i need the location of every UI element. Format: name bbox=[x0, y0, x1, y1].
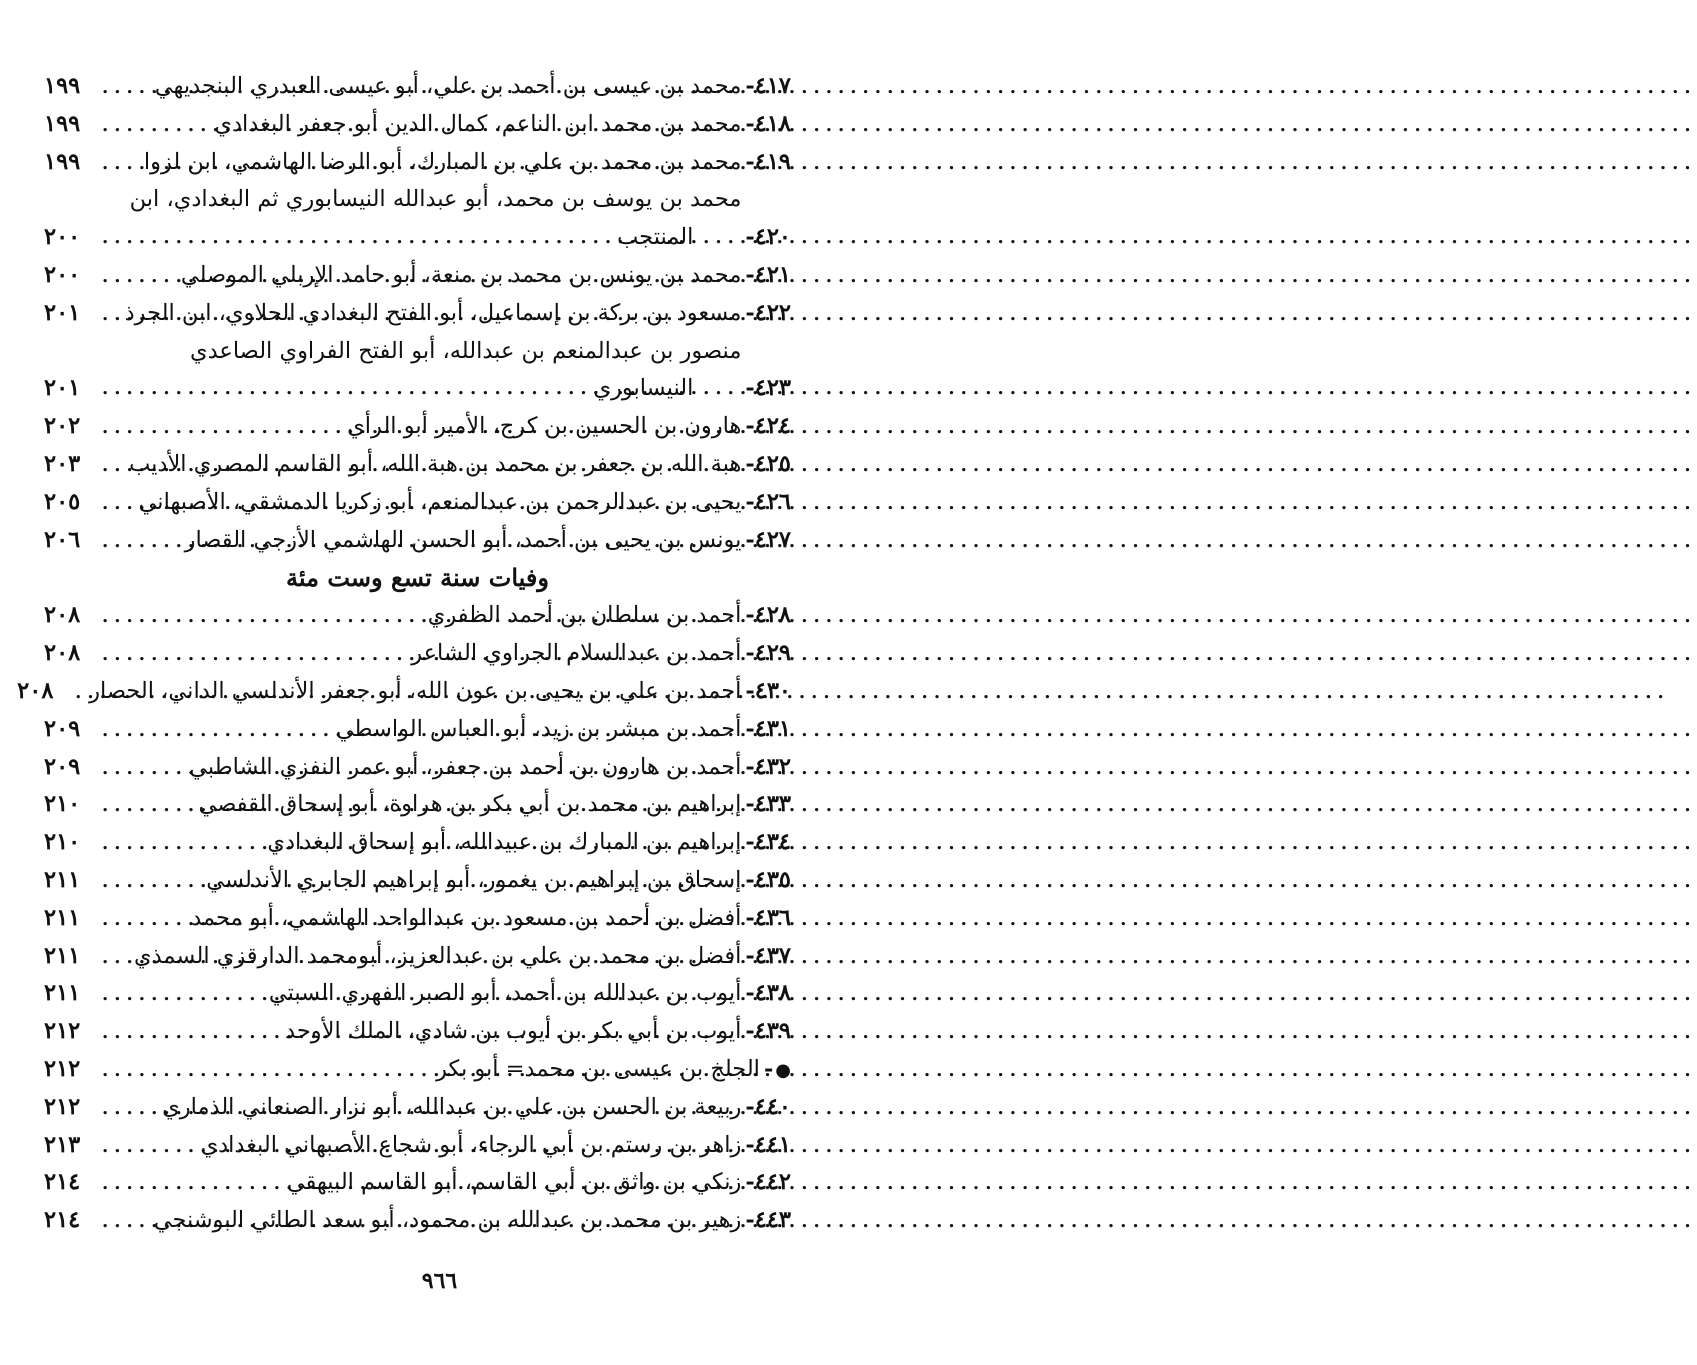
toc-entry bbox=[44, 1202, 791, 1240]
toc-entry bbox=[44, 900, 791, 938]
entry-number: ٤٢١ bbox=[754, 261, 791, 288]
dot-leader bbox=[102, 523, 185, 561]
entry-number: ٤٣١ bbox=[754, 715, 791, 742]
entry-dash: - bbox=[745, 866, 755, 893]
entry-dash: - bbox=[745, 942, 755, 969]
bullet-icon: ● bbox=[775, 1059, 791, 1081]
entry-dash: - bbox=[745, 1131, 755, 1158]
toc-entry bbox=[44, 1089, 791, 1127]
toc-entry bbox=[44, 749, 791, 787]
entry-title: أحمد بن علي بن يحيى بن عون الله، أبو جعفر الأندلسي الداني، الحصار bbox=[89, 677, 742, 704]
entry-title: أيوب بن أبي بكر بن أيوب بن شادي، الملك الأوحد bbox=[285, 1018, 742, 1045]
entry-title: محمد بن محمد بن علي بن المبارك، أبو الرضا الهاشمي، ابن لزوا bbox=[143, 148, 742, 175]
dot-leader bbox=[102, 1052, 436, 1090]
entry-title: يونس بن يحيى بن أحمد، أبو الحسن الهاشمي الأزجي القصار bbox=[184, 526, 742, 553]
entry-dash: - bbox=[745, 791, 755, 818]
toc-entry bbox=[44, 635, 791, 673]
contents-list bbox=[17, 597, 791, 1240]
entry-number: ٤٢٩ bbox=[754, 640, 791, 667]
entry-page: ٢١٠ bbox=[44, 791, 81, 818]
dot-leader bbox=[102, 825, 267, 863]
dot-leader bbox=[102, 69, 155, 107]
entry-title: أيوب بن عبدالله بن أحمد، أبو الصبر الفهري السبتي bbox=[268, 980, 742, 1007]
entry-page: ١٩٩ bbox=[44, 110, 81, 137]
entry-dash: - bbox=[745, 829, 755, 856]
toc-entry bbox=[17, 673, 791, 711]
entry-title: مسعود بن بركة بن إسماعيل، أبو الفتح البغدادي الحلاوي، ابن الجرذ bbox=[124, 299, 742, 326]
toc-entry bbox=[44, 106, 791, 144]
entry-dash: - bbox=[745, 602, 755, 629]
entry-dash: - bbox=[745, 299, 755, 326]
entry-title: زهير بن محمد بن عبدالله بن محمود، أبو سعد الطائي البوشنجي bbox=[153, 1207, 742, 1234]
entry-dash: - bbox=[745, 677, 755, 704]
entry-page: ٢٠٨ bbox=[44, 602, 81, 629]
entry-title: أحمد بن عبدالسلام الجراوي الشاعر bbox=[411, 640, 742, 667]
entry-dash: - bbox=[745, 753, 755, 780]
entry-page: ٢٠٩ bbox=[44, 715, 81, 742]
entry-number: ٤٣٤ bbox=[754, 829, 791, 856]
entry-page: ٢٠٨ bbox=[44, 640, 81, 667]
entry-title: منصور بن عبدالمنعم بن عبدالله، أبو الفتح الفراوي الصاعدي bbox=[189, 337, 742, 364]
entry-title: هارون بن الحسين بن كرج، الأمير أبو الرأي bbox=[347, 413, 742, 440]
entry-number: ٤٢٣ bbox=[754, 375, 791, 402]
dot-leader bbox=[102, 1128, 201, 1166]
toc-entry bbox=[44, 333, 791, 409]
entry-title: يحيى بن عبدالرحمن بن عبدالمنعم، أبو زكريا الدمشقي، الأصبهاني bbox=[138, 488, 742, 515]
entry-title: الجلخ بن عيسى بن محمد= أبو بكر bbox=[436, 1055, 760, 1082]
entry-number: ٤٢٠ bbox=[754, 224, 791, 251]
entry-title-continued: النيسابوري bbox=[593, 375, 694, 402]
entry-title: إبراهيم بن المبارك بن عبيدالله، أبو إسحاق البغدادي bbox=[267, 829, 742, 856]
entry-dash: - bbox=[745, 904, 755, 931]
toc-entry bbox=[44, 824, 791, 862]
entry-dash: - bbox=[745, 261, 755, 288]
entry-dash: - bbox=[745, 980, 755, 1007]
entry-page: ٢٠٥ bbox=[44, 488, 81, 515]
dot-leader bbox=[102, 1090, 162, 1128]
entry-page: ٢٠١ bbox=[44, 375, 81, 402]
entry-number: ٤٣٨ bbox=[754, 980, 791, 1007]
entry-dash: - bbox=[745, 413, 755, 440]
entry-number: ٤١٩ bbox=[754, 148, 791, 175]
entry-number: ٤٢٦ bbox=[754, 488, 791, 515]
entry-number: ٤٢٧ bbox=[754, 526, 791, 553]
entry-title: ربيعة بن الحسن بن علي بن عبدالله، أبو نزار الصنعاني الذماري bbox=[162, 1093, 742, 1120]
entry-title: أفضل بن محمد بن علي بن عبدالعزيز، أبومحمد الدارقزي السمذي bbox=[133, 942, 742, 969]
dot-leader bbox=[102, 1014, 285, 1052]
dot-leader bbox=[102, 258, 181, 296]
entry-dash: - bbox=[745, 1018, 755, 1045]
dot-leader bbox=[75, 674, 89, 712]
dot-leader bbox=[102, 485, 139, 523]
entry-page: ٢١١ bbox=[44, 904, 81, 931]
toc-entry bbox=[44, 1127, 791, 1165]
entry-dash: - bbox=[745, 1169, 755, 1196]
entry-page: ٢٠٠ bbox=[44, 261, 81, 288]
toc-entry bbox=[44, 1013, 791, 1051]
entry-number: ٤٣٥ bbox=[754, 866, 791, 893]
entry-page: ٢١٢ bbox=[44, 1018, 81, 1045]
entry-dash: - bbox=[745, 450, 755, 477]
entry-number: ٤٣٣ bbox=[754, 791, 791, 818]
toc-entry bbox=[44, 1164, 791, 1202]
entry-number: ٤٣٩ bbox=[754, 1018, 791, 1045]
entry-title: هبة الله بن جعفر بن محمد بن هبة الله، أبو القاسم المصري الأديب bbox=[129, 450, 742, 477]
toc-entry bbox=[44, 181, 791, 257]
entry-title: محمد بن محمد ابن الناعم، كمال الدين أبو جعفر البغدادي bbox=[214, 110, 742, 137]
dot-leader bbox=[102, 145, 144, 183]
toc-entry bbox=[44, 786, 791, 824]
entry-title: محمد بن يونس بن محمد بن منعة، أبو حامد الإربلي الموصلي bbox=[180, 261, 742, 288]
entry-number: ٤١٧ bbox=[754, 73, 791, 99]
entry-page: ١٩٩ bbox=[44, 148, 81, 175]
entry-page: ٢٠٢ bbox=[44, 413, 81, 440]
dot-leader bbox=[102, 296, 125, 334]
dot-leader bbox=[102, 409, 347, 447]
entry-page: ٢٠٦ bbox=[44, 526, 81, 553]
toc-entry bbox=[44, 938, 791, 976]
toc-entry bbox=[44, 408, 791, 446]
entry-page: ٢٠٠ bbox=[44, 224, 81, 251]
entry-dash: - bbox=[745, 375, 755, 402]
toc-entry bbox=[44, 597, 791, 635]
toc-entry bbox=[44, 711, 791, 749]
entry-title-continued: المنتجب bbox=[617, 224, 694, 251]
entry-page: ٢١٣ bbox=[44, 1131, 81, 1158]
dot-leader bbox=[102, 863, 206, 901]
dot-leader bbox=[102, 1203, 154, 1241]
entry-dash: - bbox=[745, 715, 755, 742]
toc-entry bbox=[44, 144, 791, 182]
dot-leader bbox=[102, 901, 191, 939]
entry-page: ٢١٠ bbox=[44, 829, 81, 856]
section-heading: وفيات سنة تسع وست مئة bbox=[286, 563, 549, 593]
entry-number: ٤٢٤ bbox=[754, 413, 791, 440]
dot-leader bbox=[102, 787, 198, 825]
entry-dash: - bbox=[745, 148, 755, 175]
toc-entry bbox=[44, 295, 791, 333]
entry-title: إسحاق بن إبراهيم بن يغمور، أبو إبراهيم الجابري الأندلسي bbox=[206, 866, 742, 893]
entry-dash: - bbox=[763, 1055, 774, 1082]
dot-leader bbox=[102, 976, 269, 1014]
entry-number: ٤٢٢ bbox=[754, 299, 791, 326]
entry-page: ٢٠٣ bbox=[44, 450, 81, 477]
entry-title: زاهر بن رستم بن أبي الرجاء، أبو شجاع الأصبهاني البغدادي bbox=[200, 1131, 742, 1158]
entry-number: ٤١٨ bbox=[754, 110, 791, 137]
entry-dash: - bbox=[745, 526, 755, 553]
dot-leader bbox=[102, 712, 336, 750]
entry-page: ٢١٢ bbox=[44, 1093, 81, 1120]
entry-page: ٢٠٩ bbox=[44, 753, 81, 780]
dot-leader bbox=[102, 636, 411, 674]
entry-number: ٤٢٥ bbox=[754, 450, 791, 477]
dot-leader bbox=[102, 598, 428, 636]
entry-page: ٢١١ bbox=[44, 980, 81, 1007]
entry-page: ٢١٤ bbox=[44, 1169, 81, 1196]
entry-page: ١٩٩ bbox=[44, 73, 81, 99]
entry-page: ٢١١ bbox=[44, 866, 81, 893]
entry-title: محمد بن يوسف بن محمد، أبو عبدالله النيسابوري ثم البغدادي، ابن bbox=[129, 186, 742, 213]
entry-page: ٢٠١ bbox=[44, 299, 81, 326]
entry-number: ٤٣٠ bbox=[754, 677, 791, 704]
entry-title: محمد بن عيسى بن أحمد بن علي، أبو عيسى العبدري البنجديهي bbox=[154, 73, 742, 99]
entry-number: ٤٤٣ bbox=[754, 1207, 791, 1234]
entry-dash: - bbox=[745, 640, 755, 667]
toc-entry bbox=[44, 257, 791, 295]
entry-number: ٤٤٠ bbox=[754, 1093, 791, 1120]
entry-page: ٢١٤ bbox=[44, 1207, 81, 1234]
page-number: ٩٦٦ bbox=[421, 1268, 458, 1294]
dot-leader bbox=[102, 107, 214, 145]
entry-title: أحمد بن هارون بن أحمد بن جعفر، أبو عمر النفزي الشاطبي bbox=[189, 753, 742, 780]
entry-number: ٤٣٢ bbox=[754, 753, 791, 780]
entry-dash: - bbox=[745, 488, 755, 515]
dot-leader bbox=[102, 447, 129, 485]
entry-title: زنكي بن واثق بن أبي القاسم، أبو القاسم البيهقي bbox=[286, 1169, 742, 1196]
entry-page: ٢١١ bbox=[44, 942, 81, 969]
contents-list bbox=[44, 68, 791, 559]
entry-dash: - bbox=[745, 110, 755, 137]
dot-leader bbox=[102, 370, 593, 408]
entry-dash: - bbox=[745, 1093, 755, 1120]
dot-leader bbox=[102, 219, 617, 257]
entry-page: ٢٠٨ bbox=[17, 677, 54, 704]
entry-number: ٤٣٦ bbox=[754, 904, 791, 931]
dot-leader bbox=[102, 750, 189, 788]
toc-entry bbox=[44, 522, 791, 560]
entry-number: ٤٢٨ bbox=[754, 602, 791, 629]
dot-leader bbox=[102, 939, 134, 977]
toc-entry bbox=[44, 975, 791, 1013]
toc-entry bbox=[44, 862, 791, 900]
toc-entry bbox=[44, 68, 791, 106]
entry-page: ٢١٢ bbox=[44, 1055, 81, 1082]
entry-title: أفضل بن أحمد بن مسعود بن عبدالواحد الهاشمي، أبو محمد bbox=[191, 904, 742, 931]
entry-number: ٤٤٢ bbox=[754, 1169, 791, 1196]
entry-title: إبراهيم بن محمد بن أبي بكر بن هراوة، أبو إسحاق القفصي bbox=[198, 791, 742, 818]
entry-dash: - bbox=[745, 224, 755, 251]
entry-number: ٤٤١ bbox=[754, 1131, 791, 1158]
toc-entry bbox=[44, 446, 791, 484]
entry-title: أحمد بن مبشر بن زيد، أبو العباس الواسطي bbox=[335, 715, 742, 742]
toc-entry bbox=[44, 1051, 791, 1089]
entry-title: أحمد بن سلطان بن أحمد الظفري bbox=[427, 602, 742, 629]
toc-entry bbox=[44, 484, 791, 522]
dot-leader bbox=[102, 1165, 287, 1203]
entry-dash: - bbox=[745, 73, 755, 99]
entry-dash: - bbox=[745, 1207, 755, 1234]
entry-number: ٤٣٧ bbox=[754, 942, 791, 969]
